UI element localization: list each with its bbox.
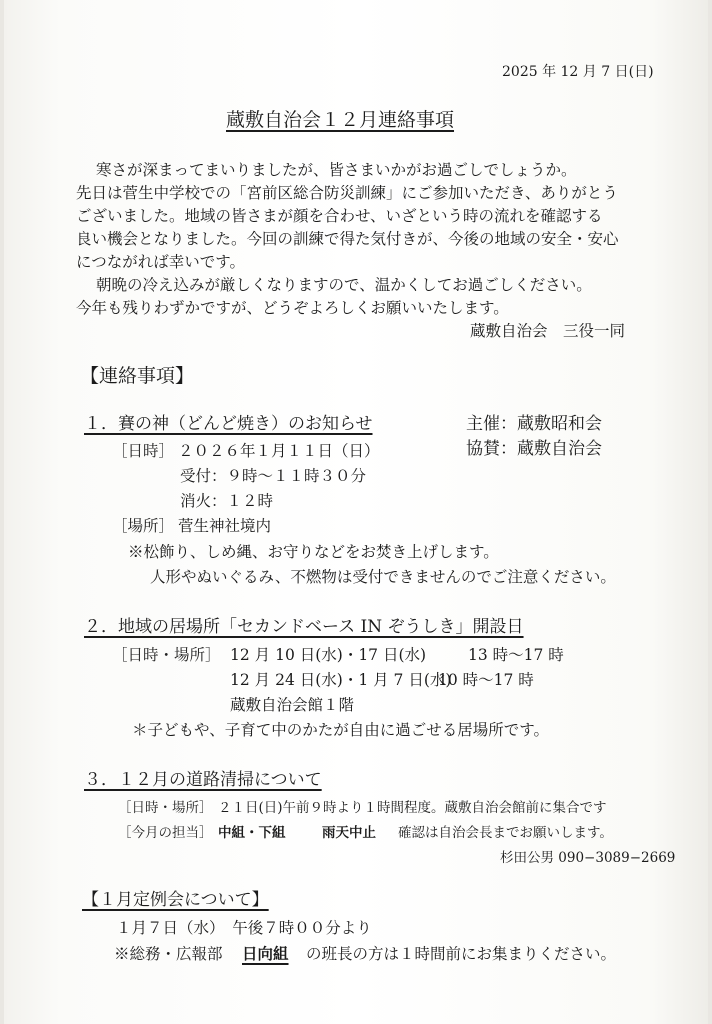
notice-title: 蔵敷自治会１２月連絡事項 [226, 109, 455, 131]
item3-label-1: ［日時・場所］ [118, 800, 213, 816]
item3-duty: 中組・下組 [218, 825, 286, 841]
item2-row2-dates: 12 月 24 日(水)・1 月 7 日(水) [230, 671, 452, 689]
meeting-datetime: １月７日（水） 午後７時００分より [116, 919, 372, 937]
item1-place-label: ［場所］ [112, 517, 175, 535]
section-heading: 【連絡事項】 [80, 365, 195, 387]
notice-paper [4, 0, 708, 1024]
meeting-heading: 【１月定例会について】 [82, 890, 269, 910]
item3-label-2: ［今月の担当］ [118, 825, 213, 841]
meeting-note-suffix: の班長の方は１時間前にお集まりください。 [306, 945, 617, 963]
item1-sponsor: 協賛：蔵敷自治会 [466, 439, 602, 459]
greeting-line-6: 朝晩の冷え込みが厳しくなりますので、温かくしてお過ごしください。 [96, 276, 592, 294]
item1-note-1: ※松飾り、しめ縄、お守りなどをお焚き上げします。 [128, 543, 499, 561]
item1-fire-out: 消火：１２時 [180, 492, 274, 510]
item2-row1-time: 13 時～17 時 [468, 646, 564, 664]
greeting-line-7: 今年も残りわずかですが、どうぞよろしくお願いいたします。 [76, 299, 509, 317]
item1-reception: 受付：９時～１１時３０分 [180, 467, 367, 485]
greeting-line-4: 良い機会となりました。今回の訓練で得た気付きが、今後の地域の安全・安心 [76, 230, 619, 248]
item2-heading: ２．地域の居場所「セカンドベース IN ぞうしき」開設日 [84, 617, 524, 637]
greeting-line-3: ございました。地域の皆さまが顔を合わせ、いざという時の流れを確認する [76, 207, 603, 225]
item1-place-value: 菅生神社境内 [178, 517, 272, 535]
greeting-line-1: 寒さが深まってまいりましたが、皆さまいかがお過ごしでしょうか。 [96, 161, 577, 179]
issue-date: 2025 年 12 月 7 日(日) [502, 64, 654, 80]
item2-venue: 蔵敷自治会館１階 [230, 696, 355, 714]
item1-note-2: 人形やぬいぐるみ、不燃物は受付できませんのでご注意ください。 [150, 568, 616, 586]
item2-note: ＊子どもや、子育て中のかたが自由に過ごせる居場所です。 [132, 721, 549, 739]
item3-heading: ３．１２月の道路清掃について [84, 770, 322, 790]
item2-row1-dates: 12 月 10 日(水)・17 日(水) [230, 646, 427, 664]
greeting-line-2: 先日は菅生中学校での「宮前区総合防災訓練」にご参加いただき、ありがとう [76, 184, 618, 202]
item3-contact: 杉田公男 090−3089−2669 [500, 850, 676, 866]
signature: 蔵敷自治会 三役一同 [470, 322, 626, 340]
item1-date-value: ２０２６年１月１１日（日） [178, 442, 380, 460]
item1-organizer: 主催：蔵敷昭和会 [466, 414, 602, 434]
item1-heading: １．賽の神（どんど焼き）のお知らせ [84, 414, 373, 434]
item3-confirm: 確認は自治会長までお願いします。 [398, 825, 613, 841]
meeting-group: 日向組 [242, 944, 289, 963]
item2-row2-time: 10 時～17 時 [438, 671, 534, 689]
item2-label: ［日時・場所］ [112, 646, 221, 664]
item3-value-1: ２１日(日)午前９時より１時間程度。蔵敷自治会館前に集合です [218, 800, 607, 816]
meeting-note-prefix: ※総務・広報部 [114, 945, 223, 963]
item1-date-label: ［日時］ [112, 442, 175, 460]
item3-rain: 雨天中止 [322, 825, 376, 841]
greeting-line-5: につながれば幸いです。 [76, 253, 245, 271]
